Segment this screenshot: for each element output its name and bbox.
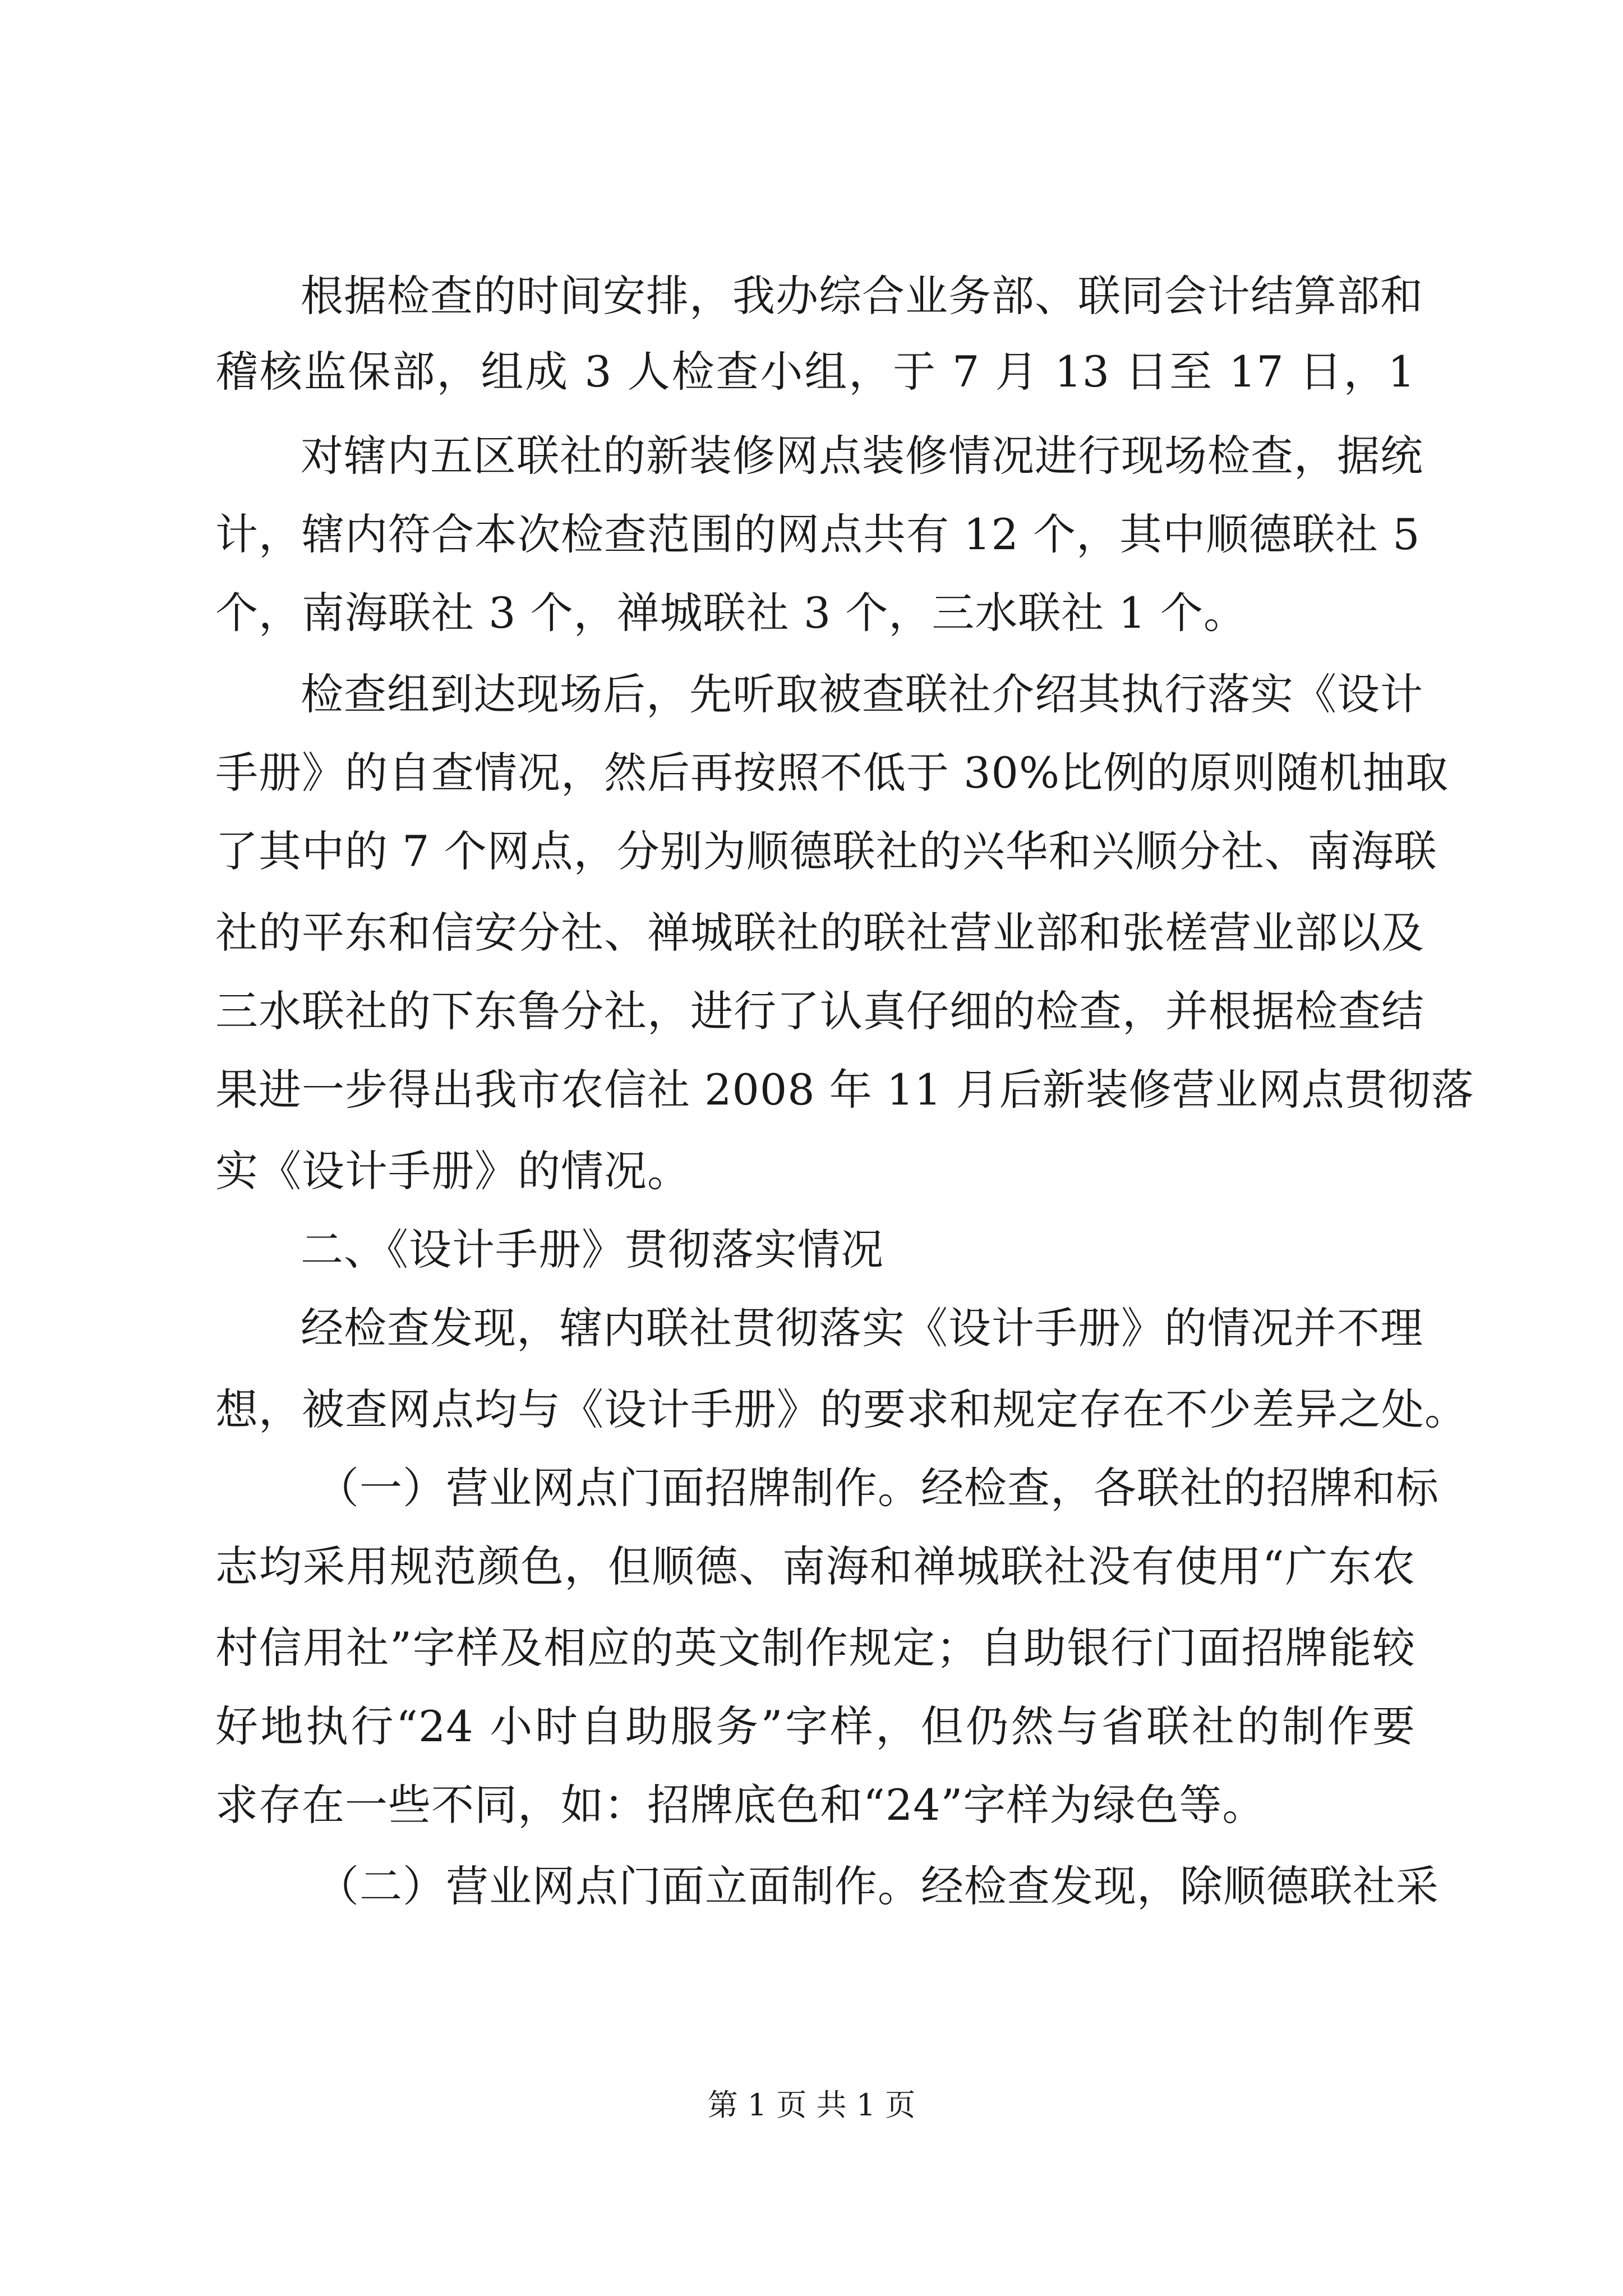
- text-line: （一）营业网点门面招牌制作。经检查，各联社的招牌和标: [316, 1463, 1439, 1513]
- text-line: 经检查发现，辖内联社贯彻落实《设计手册》的情况并不理: [301, 1303, 1423, 1353]
- text-line: 求存在一些不同，如：招牌底色和“24”字样为绿色等。: [215, 1780, 1266, 1830]
- page-number-footer: 第 1 页 共 1 页: [707, 2087, 916, 2123]
- text-line: 个，南海联社 3 个，禅城联社 3 个，三水联社 1 个。: [215, 588, 1247, 638]
- text-line: 志均采用规范颜色，但顺德、南海和禅城联社没有使用“广东农: [215, 1542, 1415, 1591]
- text-line: 村信用社”字样及相应的英文制作规定；自助银行门面招牌能较: [215, 1623, 1415, 1673]
- text-line: 手册》的自查情况，然后再按照不低于 30%比例的原则随机抽取: [215, 748, 1449, 798]
- text-line: 果进一步得出我市农信社 2008 年 11 月后新装修营业网点贯彻落: [215, 1065, 1474, 1115]
- text-line: 好地执行“24 小时自助服务”字样，但仍然与省联社的制作要: [215, 1701, 1415, 1751]
- text-line: 社的平东和信安分社、禅城联社的联社营业部和张槎营业部以及: [215, 908, 1424, 958]
- section-heading: 二、《设计手册》贯彻落实情况: [301, 1225, 884, 1274]
- text-line: 想，被查网点均与《设计手册》的要求和规定存在不少差异之处。: [215, 1384, 1468, 1434]
- text-line: 实《设计手册》的情况。: [215, 1146, 690, 1196]
- text-line: 稽核监保部，组成 3 人检查小组，于 7 月 13 日至 17 日，1: [215, 347, 1415, 397]
- text-line: 计，辖内符合本次检查范围的网点共有 12 个，其中顺德联社 5: [215, 509, 1421, 559]
- text-line: 检查组到达现场后，先听取被查联社介绍其执行落实《设计: [301, 669, 1423, 719]
- text-line: 三水联社的下东鲁分社，进行了认真仔细的检查，并根据检查结: [215, 986, 1424, 1036]
- text-line: 根据检查的时间安排，我办综合业务部、联同会计结算部和: [301, 271, 1423, 321]
- text-line: 对辖内五区联社的新装修网点装修情况进行现场检查，据统: [301, 431, 1423, 481]
- text-line: 了其中的 7 个网点，分别为顺德联社的兴华和兴顺分社、南海联: [215, 826, 1437, 876]
- text-line: （二）营业网点门面立面制作。经检查发现，除顺德联社采: [316, 1861, 1439, 1911]
